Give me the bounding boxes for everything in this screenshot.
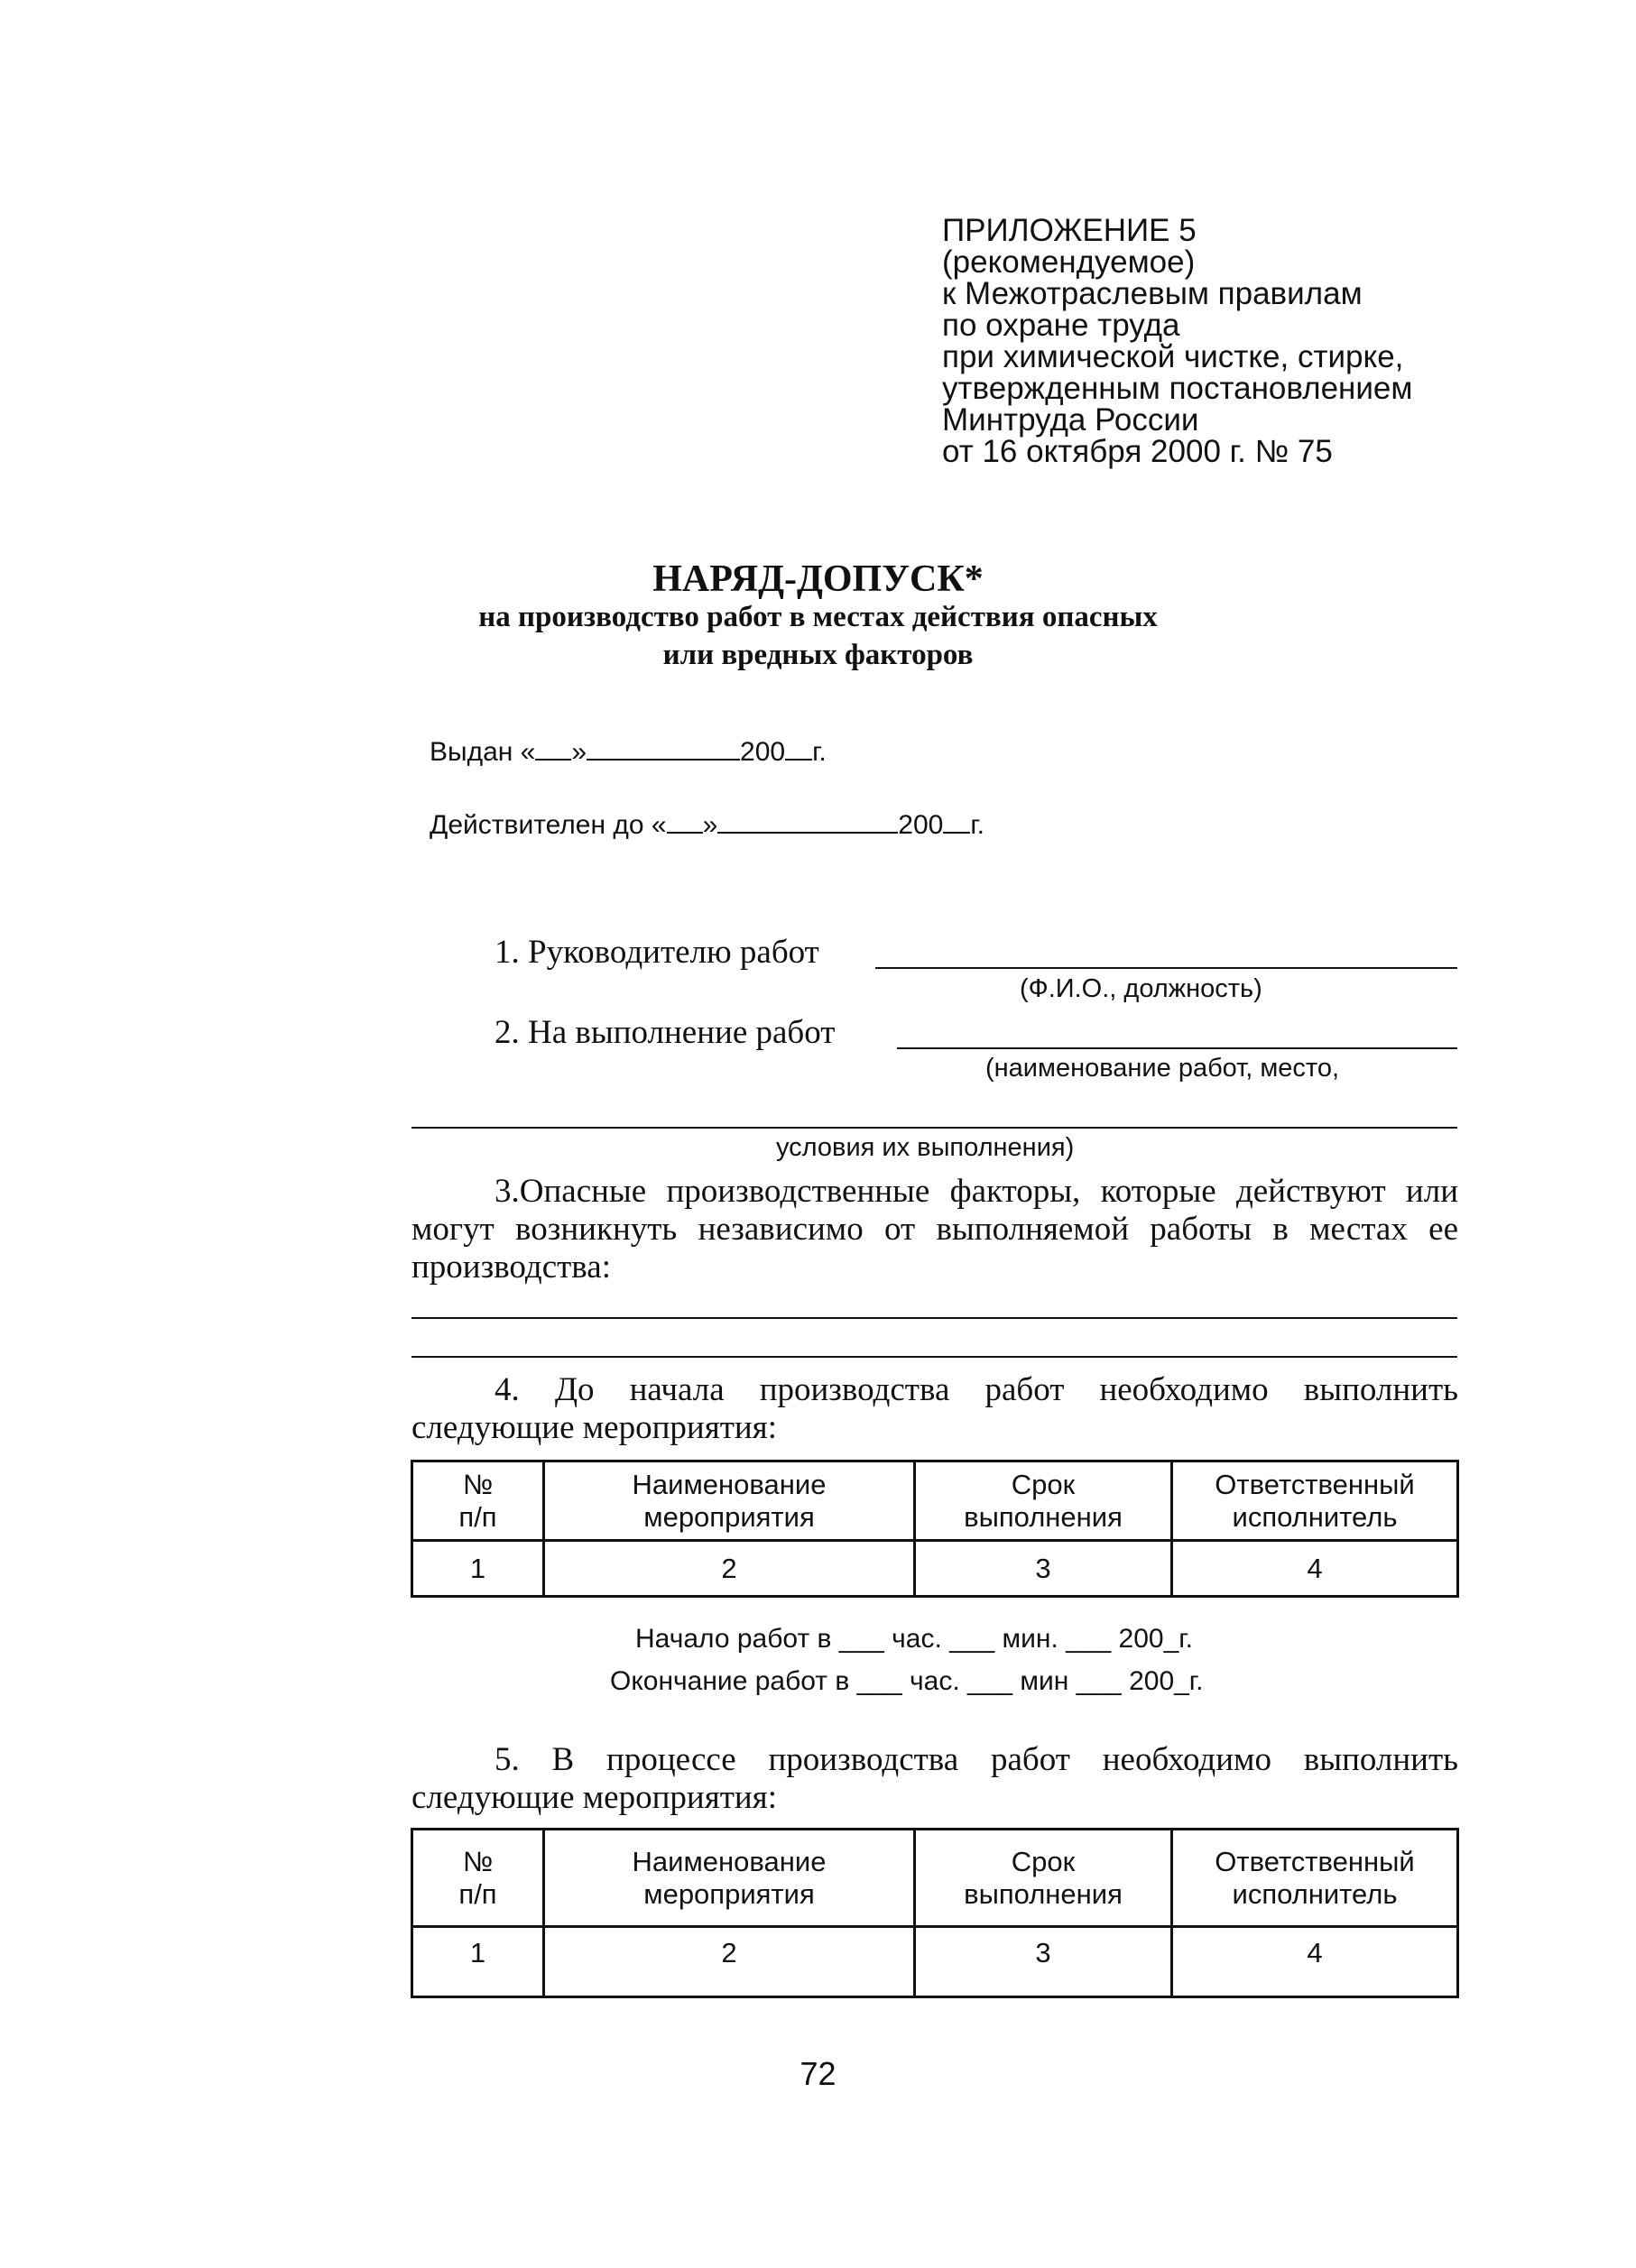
- table-header-responsible: Ответственный исполнитель: [1172, 1830, 1458, 1927]
- item2-field-continued[interactable]: [411, 1127, 1457, 1129]
- appendix-line: по охране труда: [942, 308, 1180, 343]
- table-cell: 4: [1172, 1927, 1458, 1997]
- measures-table-during: [411, 1828, 1459, 1998]
- issued-prefix: Выдан «: [430, 737, 536, 767]
- table-header-row: [412, 1830, 1458, 1927]
- issued-year: 200: [740, 737, 786, 767]
- appendix-line: Минтруда России: [942, 402, 1199, 438]
- document-title: НАРЯД-ДОПУСК*: [652, 558, 984, 600]
- table-header-deadline: Срок выполнения: [915, 1830, 1172, 1927]
- page-number: 72: [800, 2055, 836, 2092]
- appendix-line: к Межотраслевым правилам: [942, 276, 1363, 311]
- item1-caption: (Ф.И.О., должность): [1020, 974, 1262, 1003]
- table-cell: 4: [1172, 1541, 1458, 1597]
- table-header-name: Наименование мероприятия: [544, 1461, 915, 1541]
- appendix-line: (рекомендуемое): [942, 244, 1196, 280]
- table-row: [412, 1541, 1458, 1597]
- table-row: [412, 1927, 1458, 1997]
- item2-caption-1: (наименование работ, место,: [985, 1054, 1340, 1083]
- issued-mid: »: [571, 737, 587, 767]
- item3-field-2[interactable]: [411, 1356, 1457, 1358]
- item1-label: 1. Руководителю работ: [494, 934, 819, 971]
- appendix-line: ПРИЛОЖЕНИЕ 5: [942, 213, 1197, 248]
- appendix-block: [942, 215, 1574, 467]
- valid-mid: »: [702, 810, 718, 840]
- valid-day-blank[interactable]: [667, 832, 703, 834]
- table-cell: 1: [412, 1541, 544, 1597]
- table-header-num: № п/п: [412, 1461, 544, 1541]
- item2-label: 2. На выполнение работ: [494, 1014, 836, 1051]
- issued-day-blank[interactable]: [535, 759, 571, 761]
- schedule-start: Начало работ в ___ час. ___ мин. ___ 200_г.: [635, 1624, 1193, 1654]
- schedule-end: Окончание работ в ___ час. ___ мин ___ 200_г.: [610, 1666, 1204, 1696]
- issued-line: [430, 737, 827, 768]
- valid-year: 200: [898, 810, 944, 840]
- valid-year-blank[interactable]: [943, 832, 970, 834]
- item2-field[interactable]: [897, 1047, 1457, 1049]
- issued-month-blank[interactable]: [587, 759, 740, 761]
- table-header-row: [412, 1461, 1458, 1541]
- table-header-num: № п/п: [412, 1830, 544, 1927]
- table-cell: 3: [915, 1541, 1172, 1597]
- table-cell: 2: [544, 1541, 915, 1597]
- valid-prefix: Действителен до «: [430, 810, 667, 840]
- valid-suffix: г.: [970, 810, 984, 840]
- issued-suffix: г.: [812, 737, 827, 767]
- item3-text: 3.Опасные производственные факторы, которые действуют или могут возникнуть независимо от выполняемой работы в местах ее производства:: [411, 1173, 1458, 1286]
- item4-text: 4. До начала производства работ необходимо выполнить следующие мероприятия:: [411, 1371, 1458, 1446]
- table-header-responsible: Ответственный исполнитель: [1172, 1461, 1458, 1541]
- issued-year-blank[interactable]: [785, 759, 812, 761]
- valid-line: [430, 810, 984, 841]
- table-header-name: Наименование мероприятия: [544, 1830, 915, 1927]
- table-header-deadline: Срок выполнения: [915, 1461, 1172, 1541]
- table-cell: 2: [544, 1927, 915, 1997]
- item5-text: 5. В процессе производства работ необходимо выполнить следующие мероприятия:: [411, 1741, 1458, 1816]
- appendix-line: при химической чистке, стирке,: [942, 339, 1404, 374]
- table-cell: 1: [412, 1927, 544, 1997]
- document-subtitle-1: на производство работ в местах действия опасных: [478, 601, 1158, 633]
- item1-field[interactable]: [875, 967, 1457, 969]
- item2-caption-2: условия их выполнения): [776, 1133, 1075, 1162]
- valid-month-blank[interactable]: [717, 832, 898, 834]
- document-subtitle-2: или вредных факторов: [662, 639, 974, 671]
- measures-table-before: [411, 1460, 1459, 1598]
- appendix-line: утвержденным постановлением: [942, 371, 1413, 406]
- item3-field-1[interactable]: [411, 1317, 1457, 1319]
- appendix-line: от 16 октября 2000 г. № 75: [942, 434, 1333, 469]
- table-cell: 3: [915, 1927, 1172, 1997]
